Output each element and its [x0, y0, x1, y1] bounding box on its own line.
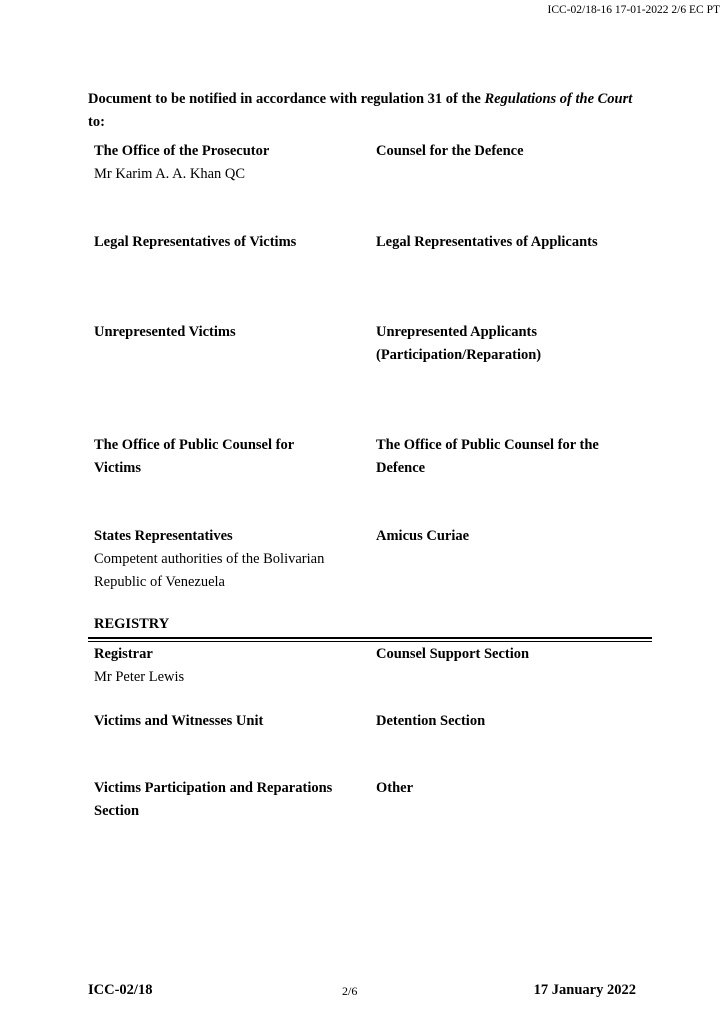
recipient-detail: Competent authorities of the Bolivarian Republic of Venezuela — [94, 551, 325, 590]
registry-vprs — [94, 777, 359, 823]
notification-statement — [88, 88, 648, 134]
registry-other — [376, 777, 656, 800]
registry-title: Detention Section — [376, 713, 486, 729]
notice-suffix: to: — [88, 114, 105, 130]
recipient-title: Counsel for the Defence — [376, 143, 524, 159]
recipient-unrepresented-applicants — [376, 321, 576, 367]
registry-divider — [88, 637, 652, 639]
recipient-title: Legal Representatives of Victims — [94, 234, 297, 250]
registry-detail: Mr Peter Lewis — [94, 669, 185, 685]
registry-title: Victims and Witnesses Unit — [94, 713, 264, 729]
footer-date: 17 January 2022 — [533, 982, 636, 998]
registry-title: Other — [376, 780, 414, 796]
recipient-legal-rep-victims — [94, 231, 359, 254]
recipient-amicus-curiae — [376, 525, 656, 548]
registry-title: Registrar — [94, 646, 153, 662]
registry-title: Victims Participation and Reparations Section — [94, 780, 333, 819]
recipient-unrepresented-victims — [94, 321, 359, 344]
recipient-title: The Office of the Prosecutor — [94, 143, 270, 159]
recipient-title: Unrepresented Victims — [94, 324, 236, 340]
registry-registrar — [94, 643, 359, 689]
recipient-opcv — [94, 434, 329, 480]
recipient-legal-rep-applicants — [376, 231, 656, 254]
recipient-states-representatives — [94, 525, 359, 594]
footer-page-number: 2/6 — [342, 984, 358, 998]
registry-title: Counsel Support Section — [376, 646, 530, 662]
document-stamp: ICC-02/18-16 17-01-2022 2/6 EC PT — [547, 4, 720, 16]
recipient-detail: Mr Karim A. A. Khan QC — [94, 166, 246, 182]
recipient-title: Unrepresented Applicants (Participation/Reparation) — [376, 324, 542, 363]
registry-victims-witnesses-unit — [94, 710, 359, 733]
footer-case-number: ICC-02/18 — [88, 982, 153, 998]
recipient-title: States Representatives — [94, 528, 233, 544]
recipient-title: The Office of Public Counsel for Victims — [94, 437, 294, 476]
registry-divider-thin — [88, 641, 652, 642]
recipient-title: The Office of Public Counsel for the Defence — [376, 437, 599, 476]
notice-prefix: Document to be notified in accordance with regulation 31 of the — [88, 91, 485, 107]
recipient-defence-counsel — [376, 140, 656, 163]
recipient-opcd — [376, 434, 631, 480]
registry-counsel-support — [376, 643, 656, 666]
registry-detention-section — [376, 710, 656, 733]
notice-italic: Regulations of the Court — [484, 91, 633, 107]
registry-heading: REGISTRY — [94, 616, 170, 632]
recipient-title: Legal Representatives of Applicants — [376, 234, 598, 250]
recipient-title: Amicus Curiae — [376, 528, 470, 544]
recipient-prosecutor — [94, 140, 359, 186]
